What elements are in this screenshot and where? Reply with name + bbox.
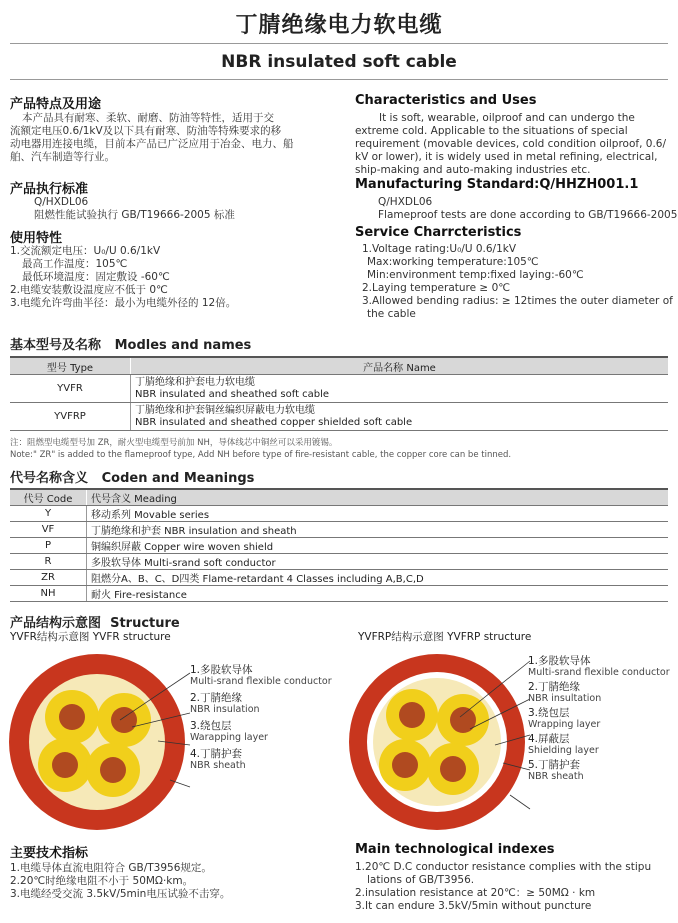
models-title: 基本型号及名称 Modles and names [10, 338, 252, 353]
codes-table [10, 488, 668, 602]
features-text-en: It is soft, wearable, oilproof and can undergo the extreme cold. Applicable to the situations of special requirement (movable devices, cold condition oilproof, 0.6/ kV or lower), it is widely used in metal refining, electrical, ship-making and auto-making industries etc. [355, 112, 667, 176]
core-1 [45, 690, 99, 744]
table-row: VF 丁腈绝缘和护套 NBR insulation and sheath [10, 522, 668, 538]
core-4 [86, 743, 140, 797]
core-3 [38, 738, 92, 792]
table-row: YVFR 丁腈绝缘和护套电力软电缆 NBR insulated and sheathed soft cable [10, 375, 668, 403]
table-row: Y 移动系列 Movable series [10, 506, 668, 522]
models-col-type: 型号 Type [10, 357, 131, 375]
page-title-cn: 丁腈绝缘电力软电缆 [235, 13, 443, 38]
table-row: P 铜编织屏蔽 Copper wire woven shield [10, 538, 668, 554]
usage-title-en: Service Charrcteristics [355, 225, 522, 240]
core-2 [97, 693, 151, 747]
title-divider [10, 43, 668, 44]
standard-text-en: Q/HXDL06 Flameproof tests are done according to GB/T19666-2005 [378, 196, 678, 221]
models-table-header [10, 357, 668, 375]
models-note: 注：阻燃型电缆型号加 ZR，耐火型电缆型号前加 NH，导体线芯中铜丝可以采用镀锡。 Note:" ZR" is added to the flameproof type, Add NH before type of fire-resistant cable, the copper core can be tinned. [10, 438, 512, 460]
tech-text-en: 1.20℃ D.C conductor resistance complies with the stipu lations of GB/T3956. 2.insulation resistance at 20℃：≥ 50MΩ · km 3.It can endure 3.5kV/5min without puncture [355, 861, 652, 912]
table-row: YVFRP 丁腈绝缘和护套铜丝编织屏蔽电力软电缆 NBR insulated and sheathed copper shielded soft cable [10, 403, 668, 431]
models-table [10, 356, 668, 431]
left-structure-caption: YVFR结构示意图 YVFR structure [10, 631, 171, 643]
yvfrp-labels: 1.多股软导体 Multi-srand flexible conductor 2.丁腈绝缘 NBR insultation 3.绕包层 Wrapping layer 4.屏蔽层 Shielding layer 5.丁腈护套 NBR sheath [528, 655, 670, 782]
core-2 [437, 694, 489, 746]
codes-col-code: 代号 Code [10, 489, 87, 506]
features-title-en: Characteristics and Uses [355, 93, 537, 108]
usage-text-en: 1.Voltage rating:U₀/U 0.6/1kV Max:working temperature:105℃ Min:environment temp:fixed laying:-60℃ 2.Laying temperature ≥ 0℃ 3.Allowed bending radius: ≥ 12times the outer diameter of the cable [362, 243, 673, 320]
core-4 [427, 743, 479, 795]
yvfr-labels: 1.多股软导体 Multi-srand flexible conductor 2.丁腈绝缘 NBR insulation 3.绕包层 Warapping layer 4.丁腈护套 NBR sheath [190, 664, 332, 771]
tech-text-cn: 1.电缆导体直流电阻符合 GB/T3956规定。 2.20℃时绝缘电阻不小于 50MΩ·km。 3.电缆经受交流 3.5kV/5min电压试验不击穿。 [10, 862, 231, 900]
tech-title-cn: 主要技术指标 [10, 846, 89, 861]
tech-title-en: Main technological indexes [355, 842, 555, 857]
features-text-cn: 本产品具有耐寒、柔软、耐磨、防油等特性，适用于交 流额定电压0.6/1kV及以下具有耐寒、防油等特殊要求的移 动电器用连接电缆，目前本产品已广泛应用于冶金、电力、船 舶、汽车制造等行业。 [10, 112, 294, 163]
structure-title: 产品结构示意图 Structure [10, 616, 180, 631]
models-col-name: 产品名称 Name [131, 357, 669, 375]
subtitle-divider [10, 79, 668, 80]
core-1 [386, 689, 438, 741]
core-3 [379, 739, 431, 791]
right-structure-caption: YVFRP结构示意图 YVFRP structure [358, 631, 532, 643]
codes-col-meaning: 代号含义 Meading [87, 489, 669, 506]
features-title-cn: 产品特点及用途 [10, 97, 102, 112]
table-row: ZR 阻燃分A、B、C、D四类 Flame-retardant 4 Classes including A,B,C,D [10, 570, 668, 586]
usage-title-cn: 使用特性 [10, 231, 63, 246]
codes-table-header [10, 489, 668, 506]
page-title-en: NBR insulated soft cable [221, 52, 457, 72]
codes-title: 代号名称含义 Coden and Meanings [10, 471, 255, 486]
standard-title-cn: 产品执行标准 [10, 182, 89, 197]
standard-title-en: Manufacturing Standard:Q/HHZH001.1 [355, 177, 639, 192]
table-row: NH 耐火 Fire-resistance [10, 586, 668, 602]
table-row: R 多股软导体 Multi-srand soft conductor [10, 554, 668, 570]
usage-text-cn: 1.交流额定电压：U₀/U 0.6/1kV 最高工作温度：105℃ 最低环境温度：固定敷设 -60℃ 2.电缆安装敷设温度应不低于 0℃ 3.电缆允许弯曲半径：最小为电缆外径的 12倍。 [10, 245, 237, 309]
standard-text-cn: Q/HXDL06 阻燃性能试验执行 GB/T19666-2005 标准 [34, 196, 235, 221]
